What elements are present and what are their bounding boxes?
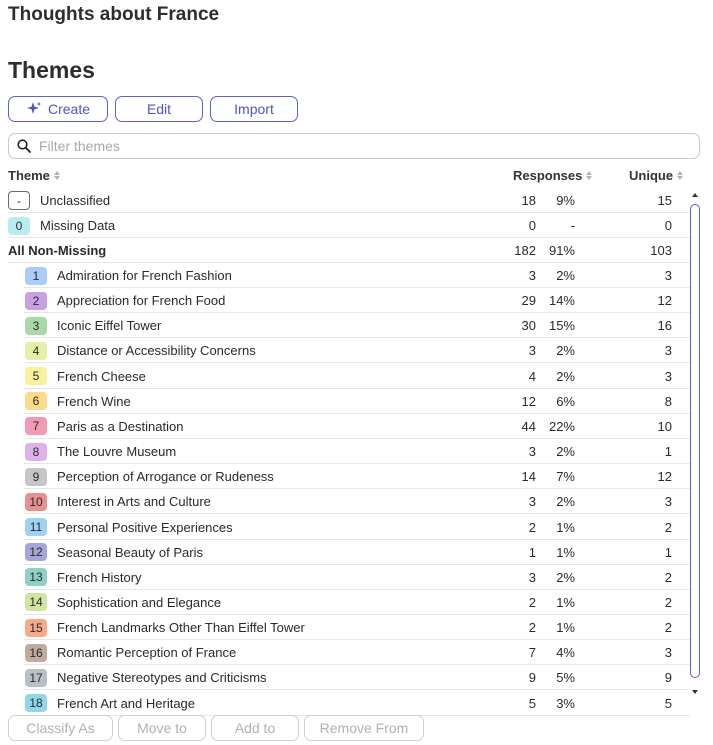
unique-count: 2 <box>664 569 672 585</box>
theme-label: French History <box>57 569 142 585</box>
responses-count: 30 <box>521 318 536 334</box>
table-row[interactable] <box>0 590 690 615</box>
responses-count: 18 <box>521 193 536 208</box>
unique-count: 3 <box>664 268 672 283</box>
responses-count: 3 <box>528 268 536 283</box>
theme-badge: 2 <box>25 292 47 310</box>
unique-count: 3 <box>664 494 672 510</box>
theme-label: Appreciation for French Food <box>57 293 226 309</box>
theme-label: The Louvre Museum <box>57 444 177 460</box>
theme-badge: 3 <box>25 317 47 335</box>
table-row-missing-data[interactable] <box>0 213 690 238</box>
responses-percent: 2% <box>556 368 575 384</box>
unique-count: 8 <box>664 393 672 409</box>
unique-count: 12 <box>657 293 672 309</box>
unique-count: 16 <box>657 318 672 334</box>
responses-percent: 2% <box>556 494 575 510</box>
table-header <box>8 168 688 186</box>
unique-count: 12 <box>657 469 672 485</box>
themes-toolbar <box>8 96 298 122</box>
theme-label: Negative Stereotypes and Criticisms <box>57 670 267 686</box>
add-to-button[interactable]: Add to <box>211 715 299 741</box>
bottom-actions <box>8 715 424 741</box>
table-row[interactable] <box>0 565 690 590</box>
table-row[interactable] <box>0 414 690 439</box>
responses-count: 4 <box>528 368 536 384</box>
theme-label: French Art and Heritage <box>57 695 196 711</box>
theme-badge: 16 <box>25 644 47 662</box>
theme-badge: 13 <box>25 568 47 586</box>
responses-percent: 91% <box>548 243 575 258</box>
theme-badge: 11 <box>25 518 47 536</box>
theme-label: Distance or Accessibility Concerns <box>57 343 256 359</box>
responses-count: 9 <box>528 670 536 686</box>
theme-label: Missing Data <box>40 218 116 233</box>
table-row[interactable] <box>0 615 690 640</box>
responses-count: 3 <box>528 343 536 359</box>
theme-badge: 4 <box>25 342 47 360</box>
responses-count: 2 <box>528 620 536 636</box>
responses-percent: 5% <box>556 670 575 686</box>
unique-count: 15 <box>657 193 672 208</box>
unique-count: 10 <box>657 418 672 434</box>
responses-column-label: Responses <box>513 168 583 183</box>
create-label: Create <box>47 101 91 117</box>
theme-badge: 17 <box>25 669 47 687</box>
import-button[interactable]: Import <box>210 96 298 122</box>
unique-column-label: Unique <box>629 168 674 183</box>
responses-percent: 14% <box>548 293 575 309</box>
table-row[interactable] <box>0 489 690 514</box>
responses-count: 2 <box>528 519 536 535</box>
responses-count: 182 <box>514 243 536 258</box>
theme-badge: 6 <box>25 392 47 410</box>
table-row-unclassified[interactable] <box>0 188 690 213</box>
table-row[interactable] <box>0 263 690 288</box>
sort-icon <box>677 171 683 180</box>
sparkle-icon <box>26 101 42 117</box>
responses-percent: 1% <box>556 620 575 636</box>
theme-column-header[interactable] <box>8 168 60 183</box>
responses-count: 44 <box>521 418 536 434</box>
remove-from-button[interactable]: Remove From <box>304 715 424 741</box>
theme-label: Perception of Arrogance or Rudeness <box>57 469 274 485</box>
theme-label: Unclassified <box>40 193 111 208</box>
responses-count: 0 <box>528 218 536 233</box>
theme-column-label: Theme <box>8 168 50 183</box>
classify-as-button[interactable]: Classify As <box>8 715 113 741</box>
responses-column-header[interactable] <box>513 168 592 183</box>
responses-count: 5 <box>528 695 536 711</box>
responses-count: 2 <box>528 594 536 610</box>
responses-percent: 15% <box>548 318 575 334</box>
scrollbar-thumb[interactable] <box>690 204 700 678</box>
responses-percent: - <box>570 218 575 233</box>
responses-percent: 1% <box>556 519 575 535</box>
theme-label: Paris as a Destination <box>57 418 184 434</box>
responses-count: 3 <box>528 494 536 510</box>
theme-label: Iconic Eiffel Tower <box>57 318 162 334</box>
theme-badge: 7 <box>25 417 47 435</box>
theme-label: Sophistication and Elegance <box>57 594 222 610</box>
move-to-button[interactable]: Move to <box>118 715 206 741</box>
theme-badge: 10 <box>25 493 47 511</box>
responses-percent: 2% <box>556 569 575 585</box>
table-row[interactable] <box>0 640 690 665</box>
themes-heading: Themes <box>8 57 95 83</box>
responses-percent: 4% <box>556 645 575 661</box>
responses-count: 3 <box>528 569 536 585</box>
theme-badge: 9 <box>25 468 47 486</box>
theme-badge: 18 <box>25 694 47 712</box>
table-row[interactable] <box>0 313 690 338</box>
theme-badge: 8 <box>25 443 47 461</box>
unique-count: 3 <box>664 368 672 384</box>
theme-badge: 15 <box>25 619 47 637</box>
app-title: Thoughts about France <box>8 4 220 25</box>
create-button[interactable] <box>8 96 108 122</box>
search-icon <box>17 139 31 153</box>
theme-badge: 14 <box>25 593 47 611</box>
responses-percent: 22% <box>548 418 575 434</box>
table-row[interactable] <box>0 691 690 716</box>
theme-label: Admiration for French Fashion <box>57 268 232 283</box>
filter-box <box>8 133 700 159</box>
responses-percent: 3% <box>556 695 575 711</box>
unique-column-header[interactable] <box>629 168 683 183</box>
table-row[interactable] <box>0 288 690 313</box>
responses-percent: 2% <box>556 444 575 460</box>
table-row[interactable] <box>0 364 690 389</box>
unique-count: 9 <box>664 670 672 686</box>
theme-badge: 1 <box>25 267 47 285</box>
responses-percent: 6% <box>556 393 575 409</box>
edit-button[interactable]: Edit <box>115 96 203 122</box>
unique-count: 103 <box>650 243 672 258</box>
responses-percent: 2% <box>556 268 575 283</box>
table-row[interactable] <box>0 665 690 690</box>
table-row-all-non-missing[interactable] <box>0 238 690 263</box>
responses-percent: 1% <box>556 544 575 560</box>
table-row[interactable] <box>0 439 690 464</box>
responses-percent: 1% <box>556 594 575 610</box>
responses-percent: 2% <box>556 343 575 359</box>
responses-percent: 7% <box>556 469 575 485</box>
unique-count: 2 <box>664 519 672 535</box>
unique-count: 3 <box>664 343 672 359</box>
responses-count: 1 <box>528 544 536 560</box>
theme-label: French Cheese <box>57 368 146 384</box>
theme-badge: 12 <box>25 543 47 561</box>
unique-count: 1 <box>664 444 672 460</box>
theme-label: Seasonal Beauty of Paris <box>57 544 203 560</box>
unique-count: 3 <box>664 645 672 661</box>
sort-icon <box>586 171 592 180</box>
table-row[interactable] <box>0 464 690 489</box>
theme-badge: 0 <box>8 217 30 235</box>
theme-label: Interest in Arts and Culture <box>57 494 211 510</box>
responses-count: 12 <box>521 393 536 409</box>
theme-label: Personal Positive Experiences <box>57 519 233 535</box>
filter-themes-input[interactable] <box>39 138 659 154</box>
table-row[interactable] <box>0 540 690 565</box>
themes-table-body <box>0 188 690 711</box>
scroll-up-icon[interactable] <box>692 193 698 197</box>
responses-count: 29 <box>521 293 536 309</box>
responses-percent: 9% <box>556 193 575 208</box>
theme-label: French Wine <box>57 393 131 409</box>
unique-count: 5 <box>664 695 672 711</box>
unique-count: 1 <box>664 544 672 560</box>
theme-label: All Non-Missing <box>8 243 107 258</box>
table-row[interactable] <box>0 515 690 540</box>
scroll-down-icon[interactable] <box>692 690 698 694</box>
responses-count: 14 <box>521 469 536 485</box>
theme-badge: 5 <box>25 367 47 385</box>
theme-label: Romantic Perception of France <box>57 645 237 661</box>
theme-label: French Landmarks Other Than Eiffel Tower <box>57 620 305 636</box>
unique-count: 0 <box>664 218 672 233</box>
table-row[interactable] <box>0 338 690 363</box>
unique-count: 2 <box>664 594 672 610</box>
sort-icon <box>54 171 60 180</box>
responses-count: 3 <box>528 444 536 460</box>
responses-count: 7 <box>528 645 536 661</box>
table-row[interactable] <box>0 389 690 414</box>
unique-count: 2 <box>664 620 672 636</box>
theme-badge: - <box>8 191 30 210</box>
